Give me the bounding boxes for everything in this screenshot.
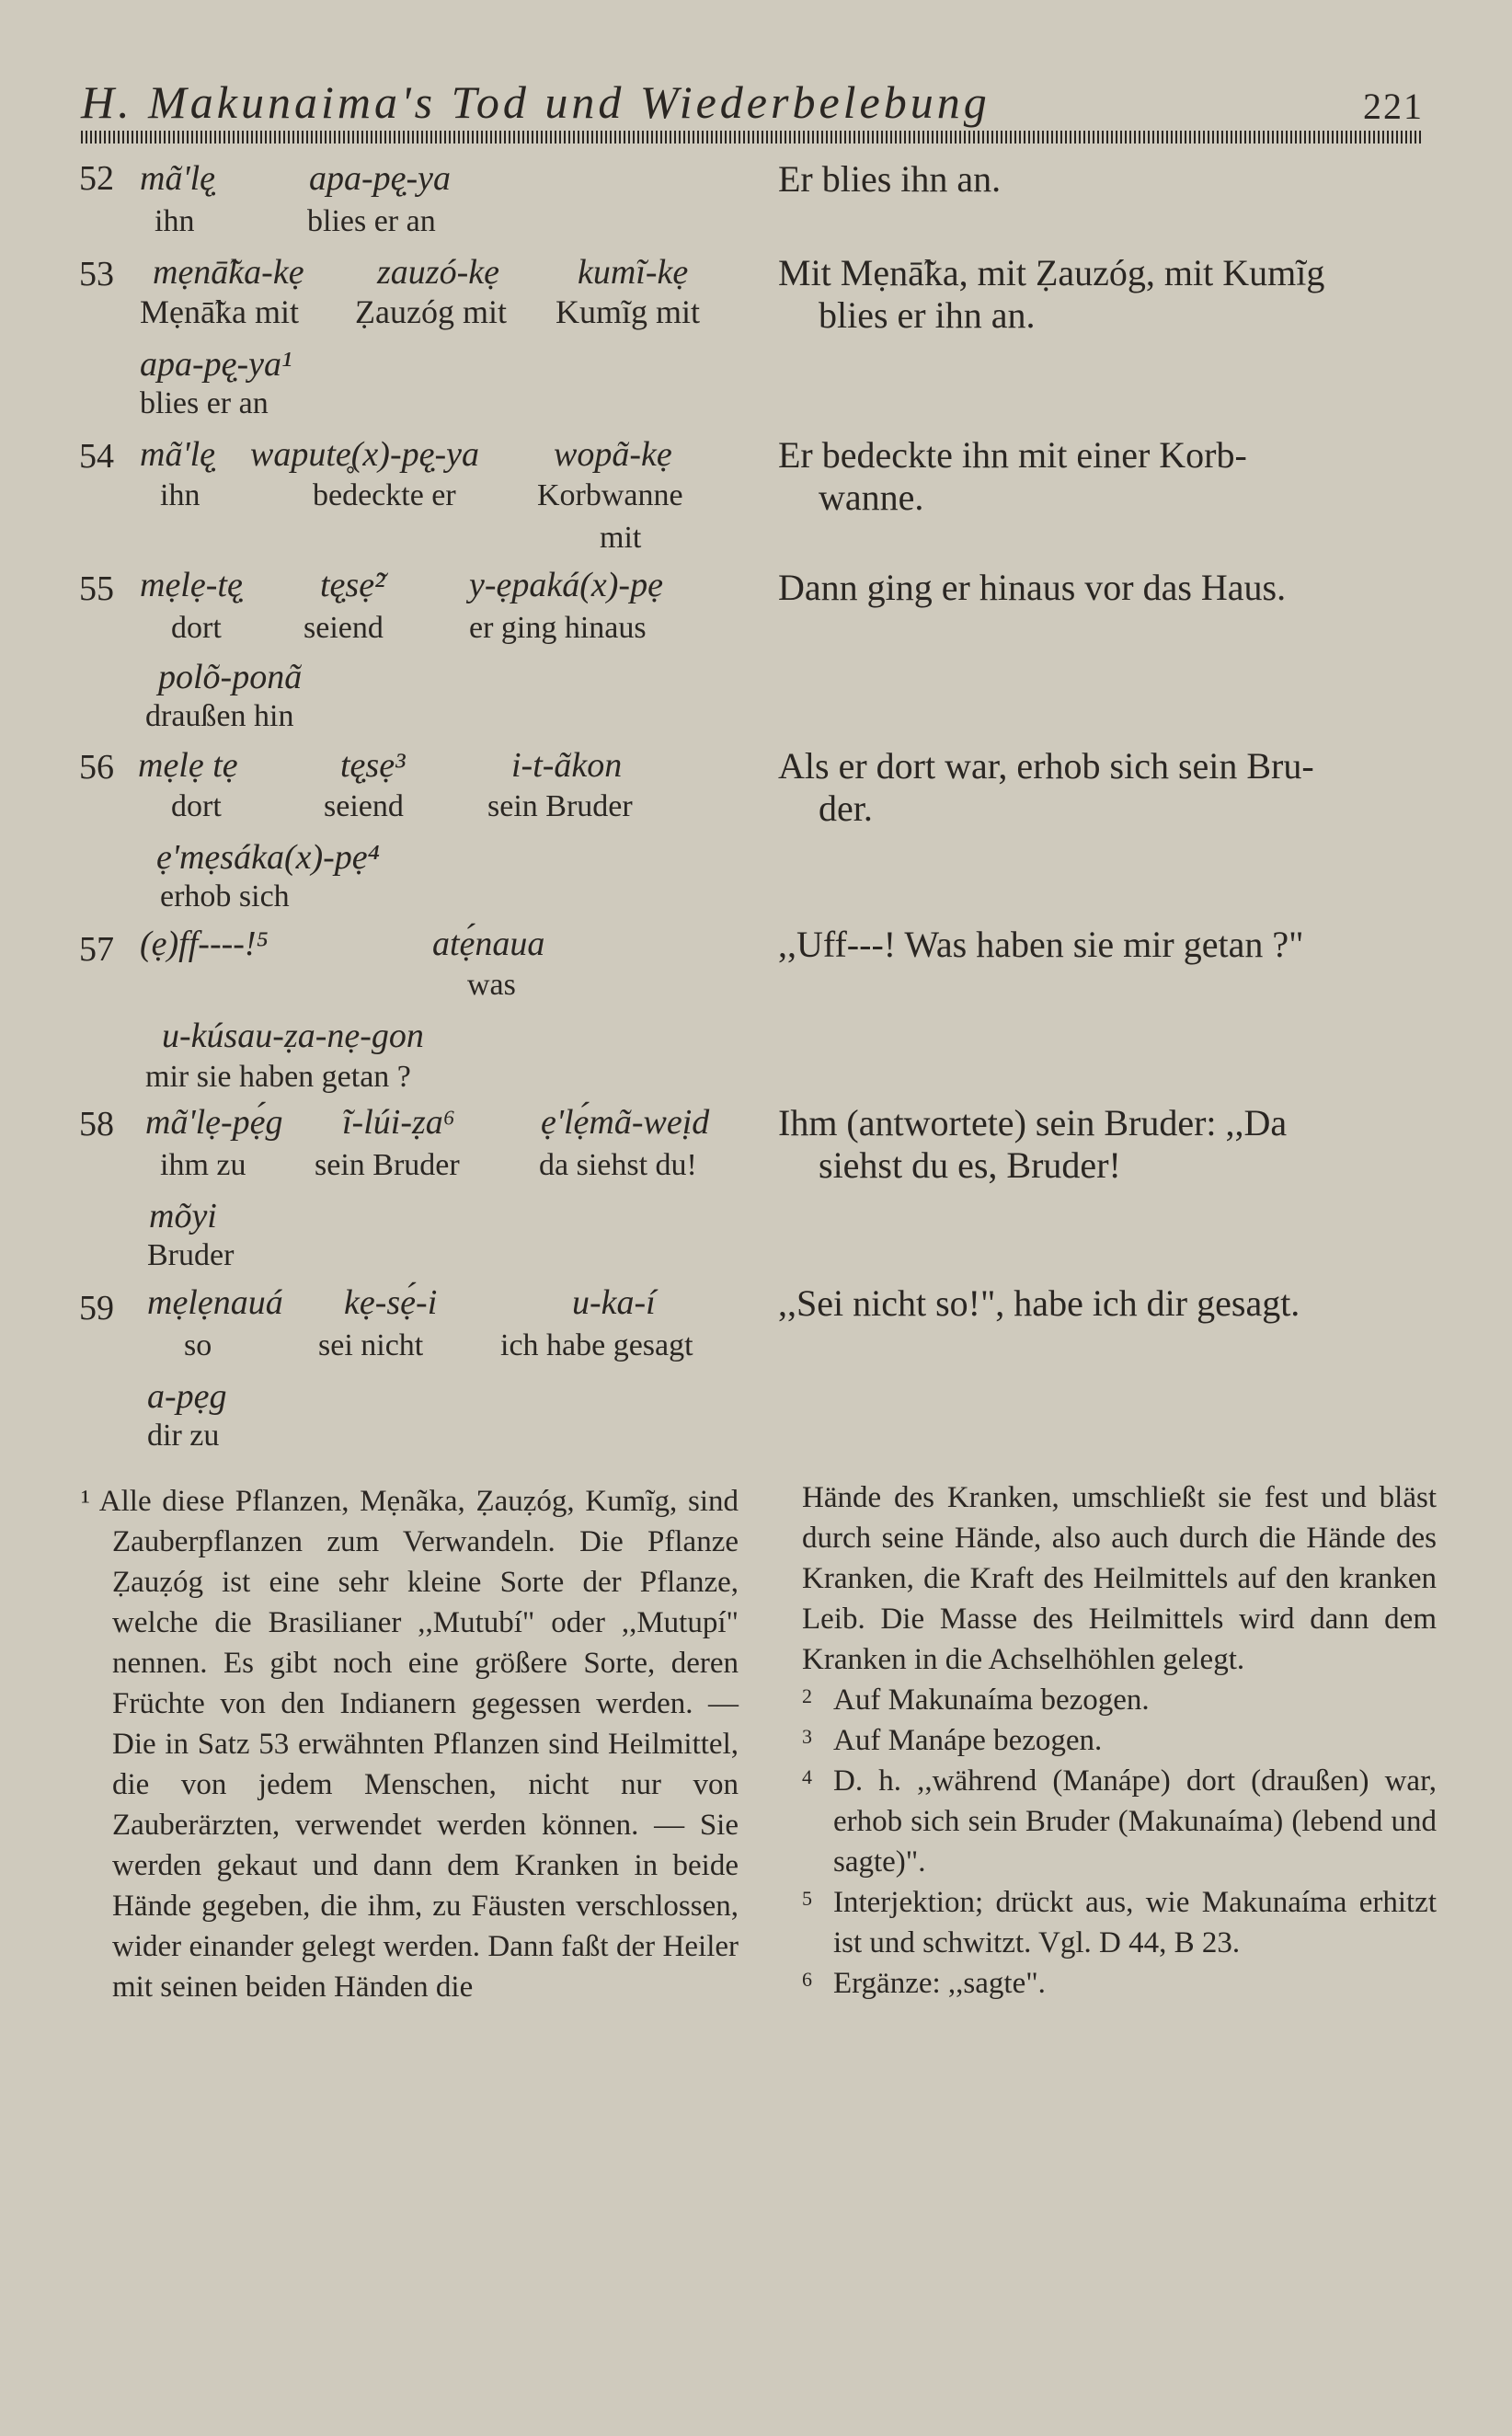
gloss: seiend (304, 611, 384, 645)
entry-number: 55 (79, 569, 114, 608)
gloss: da siehst du! (539, 1148, 697, 1182)
native-word: kẹ-sẹ́-i (344, 1283, 438, 1322)
gloss: so (184, 1328, 212, 1362)
native-word: u-kúsau-ẓa-nẹ-gon (162, 1017, 424, 1055)
gloss: Kumĩg mit (556, 293, 701, 330)
native-word: zauzó-kẹ (377, 253, 499, 292)
gloss: blies er an (307, 204, 436, 238)
translation: Mit Mẹnā̃ka, mit Ẓauzóg, mit Kumĩg blies er ihn an. (778, 252, 1325, 336)
native-word: ẹ'mẹsáka(x)-pẹ⁴ (156, 838, 380, 877)
native-word: mõyi (149, 1197, 217, 1235)
gloss: sein Bruder (315, 1148, 460, 1182)
gloss: erhob sich (160, 879, 290, 914)
footnotes-right-column (802, 1477, 1437, 2004)
footnote-1-continuation: Hände des Kranken, umschließt sie fest und bläst durch seine Hände, also auch durch die Hände des Kranken, die Kraft des Heilmittels auf den kranken Leib. Die Masse des Heilmittels wird dann dem Kranken in die Achselhöhlen gelegt. (802, 1481, 1437, 1676)
gloss: seiend (324, 789, 404, 823)
page-number: 221 (1363, 86, 1424, 127)
gloss: mit (600, 521, 642, 555)
footnote-2: 2 Auf Makunaíma bezogen. (802, 1683, 1150, 1717)
native-word: apa-pę̣-ya (309, 159, 452, 198)
entry-number: 59 (79, 1289, 114, 1327)
native-word: wapute̥(x)-pę̣-ya (250, 435, 479, 474)
gloss: dort (171, 611, 222, 645)
gloss: ihn (160, 478, 200, 512)
running-title: H. Makunaima's Tod und Wiederbelebung (81, 76, 991, 128)
native-word: ĩ-lúi-ẓa⁶ (342, 1103, 455, 1142)
gloss: ihm zu (160, 1148, 246, 1182)
footnote-4: 4 D. h. ,,während (Manápe) dort (draußen) war, erhob sich sein Bruder (Makunaíma) (lebend und sagte)". (802, 1764, 1437, 1879)
translation: Ihm (antwortete) sein Bruder: ,,Da siehst du es, Bruder! (778, 1102, 1288, 1186)
entry-number: 52 (79, 159, 114, 198)
translation: Als er dort war, erhob sich sein Bru- der. (778, 745, 1314, 829)
native-word: atẹ́naua (432, 925, 545, 963)
header-rule (81, 131, 1424, 144)
gloss: draußen hin (145, 699, 294, 733)
gloss: blies er an (140, 386, 269, 420)
footnote-5: 5 Interjektion; drückt aus, wie Makunaíma erhitzt ist und schwitzt. Vgl. D 44, B 23. (802, 1886, 1437, 1959)
gloss: dort (171, 789, 222, 823)
gloss: was (467, 968, 516, 1002)
entry-number: 56 (79, 748, 114, 787)
entry-number: 54 (79, 437, 114, 476)
native-word: mẹlẹ tẹ (138, 746, 238, 785)
native-word: a-pẹg (147, 1377, 227, 1416)
native-word: mẹlẹnauá (147, 1283, 283, 1322)
native-word: mã'lę̣ (140, 159, 215, 198)
native-word: wopã-kẹ (554, 435, 672, 474)
native-word: mã'lę̣ (140, 435, 215, 474)
native-word: (ẹ)ff----!⁵ (140, 925, 269, 963)
gloss: bedeckte er (313, 478, 456, 512)
translation: Er blies ihn an. (778, 158, 1002, 200)
native-word: tę̣sẹ̃² (320, 566, 385, 604)
gloss: mir sie haben getan ? (145, 1060, 411, 1094)
native-word: apa-pę̣-ya¹ (140, 345, 292, 384)
native-word: kumĩ-kẹ (578, 253, 689, 292)
entry-number: 58 (79, 1105, 114, 1143)
native-word: y-ẹpaká(x)-pẹ (469, 566, 663, 604)
native-word: mẹnā̃ka-kẹ (153, 253, 304, 292)
entry-number: 57 (79, 930, 114, 969)
footnote-3: 3 Auf Manápe bezogen. (802, 1724, 1103, 1757)
gloss: sein Bruder (487, 789, 633, 823)
translation: Dann ging er hinaus vor das Haus. (778, 567, 1287, 608)
gloss: Bruder (147, 1238, 235, 1272)
native-word: mẹlẹ-tę̣ (140, 566, 243, 604)
native-word: u-ka-í (572, 1283, 656, 1322)
native-word: mã'lẹ-pẹ́g (145, 1103, 283, 1142)
footnote-1: ¹ Alle diese Pflanzen, Mẹnãka, Ẓauẓóg, Kumĩg, sind Zauberpflanzen zum Verwandeln. Die Pflanze Ẓauẓóg ist eine sehr kleine Sorte der Pflanze, welche die Brasilianer ,,Mutubí" oder ,,Mutupí" nennen. Es gibt noch eine größere Sorte, deren Früchte von den Indianern gegessen werden. — Die in Satz 53 erwähnten Pflanzen sind Heilmittel, die von jedem Menschen, nicht nur von Zauberärzten, verwendet werden können. — Sie werden gekaut und dann dem Kranken in beide Hände gegeben, die ihm, zu Fäusten verschlossen, wider einander gelegt werden. Dann faßt der Heiler mit seinen beiden Händen die (81, 1485, 739, 2004)
entry-number: 53 (79, 255, 114, 293)
native-word: i-t-ãkon (511, 746, 623, 785)
gloss: sei nicht (318, 1328, 424, 1362)
footnote-6: 6 Ergänze: ,,sagte". (802, 1967, 1046, 2000)
translation: ,,Sei nicht so!", habe ich dir gesagt. (778, 1282, 1300, 1324)
gloss: ihn (155, 204, 195, 238)
gloss: Mẹnā̃ka mit (140, 293, 299, 330)
native-word: tę̣sẹ³ (340, 746, 406, 785)
translation: Er bedeckte ihn mit einer Korb- wanne. (778, 434, 1247, 518)
translation: ,,Uff---! Was haben sie mir getan ?" (778, 924, 1304, 965)
gloss: dir zu (147, 1419, 220, 1453)
gloss: er ging hinaus (469, 611, 647, 645)
gloss: Ẓauzóg mit (355, 293, 507, 330)
gloss: ich habe gesagt (500, 1328, 693, 1362)
gloss: Korbwanne (537, 478, 683, 512)
native-word: polõ-ponã (158, 658, 303, 696)
native-word: ẹ'lẹ́mã-weịd (541, 1103, 710, 1142)
